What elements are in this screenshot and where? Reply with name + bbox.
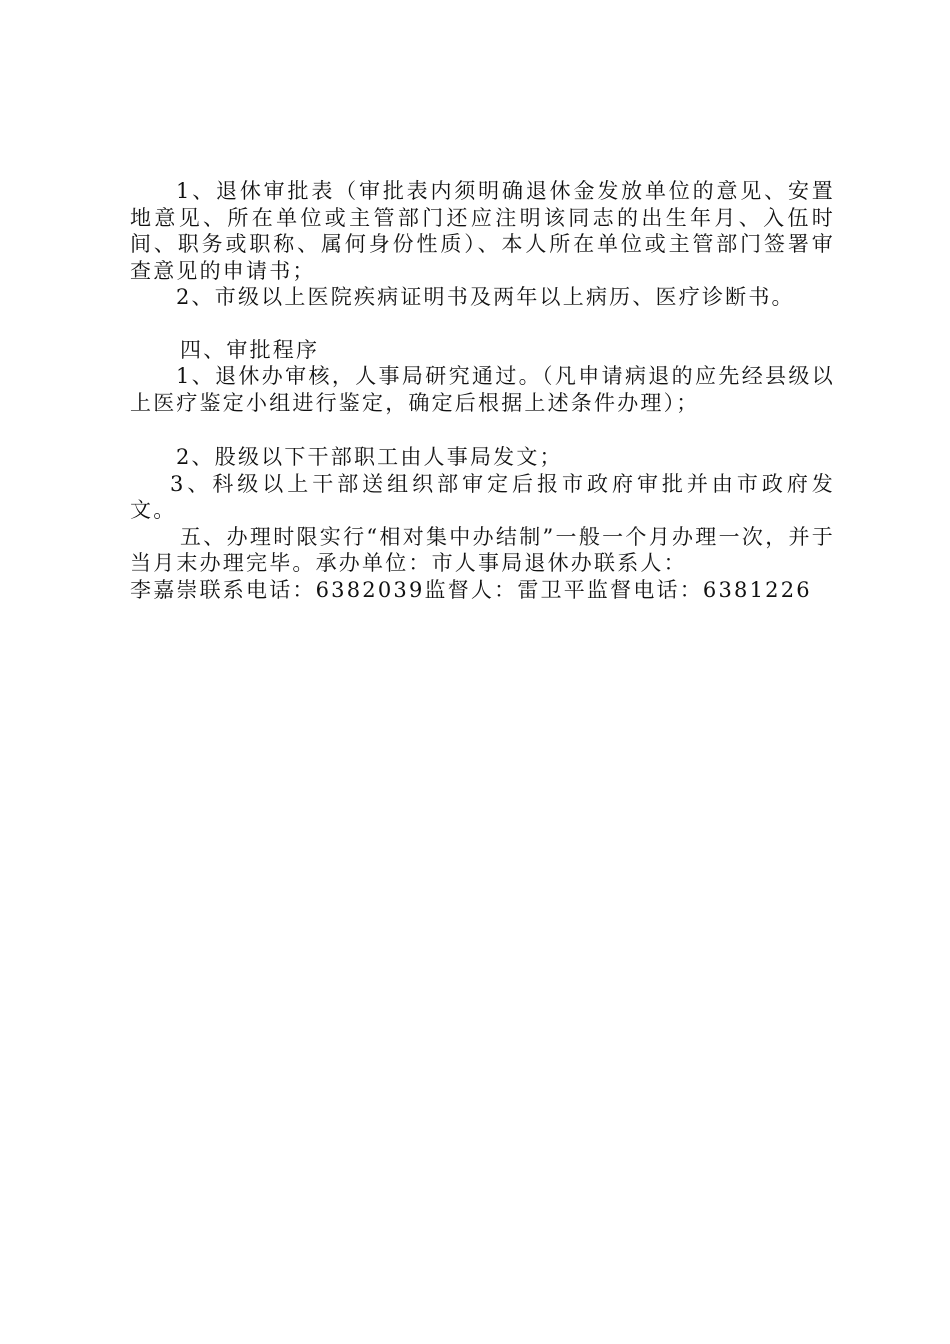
section-5-text: 五、办理时限实行“相对集中办结制”一般一个月办理一次，并于当月末办理完毕。承办单位：市人事局退休办联系人：	[130, 524, 835, 575]
document-body	[130, 178, 835, 603]
section-4-heading: 四、审批程序	[180, 337, 320, 362]
section-5-contact: 李嘉崇联系电话：6382039监督人：雷卫平监督电话：6381226	[130, 577, 812, 602]
materials-item-1: 1、退休审批表（审批表内须明确退休金发放单位的意见、安置地意见、所在单位或主管部门还应注明该同志的出生年月、入伍时间、职务或职称、属何身份性质）、本人所在单位或主管部门签署审查意见的申请书；	[130, 179, 835, 283]
section-4-item-3: 3、科级以上干部送组织部审定后报市政府审批并由市政府发文。	[130, 471, 835, 522]
section-4-item-2: 2、股级以下干部职工由人事局发文；	[176, 445, 563, 469]
materials-item-2: 2、市级以上医院疾病证明书及两年以上病历、医疗诊断书。	[176, 285, 795, 309]
section-4-item-1: 1、退休办审核，人事局研究通过。（凡申请病退的应先经县级以上医疗鉴定小组进行鉴定，确定后根据上述条件办理）；	[130, 364, 835, 415]
